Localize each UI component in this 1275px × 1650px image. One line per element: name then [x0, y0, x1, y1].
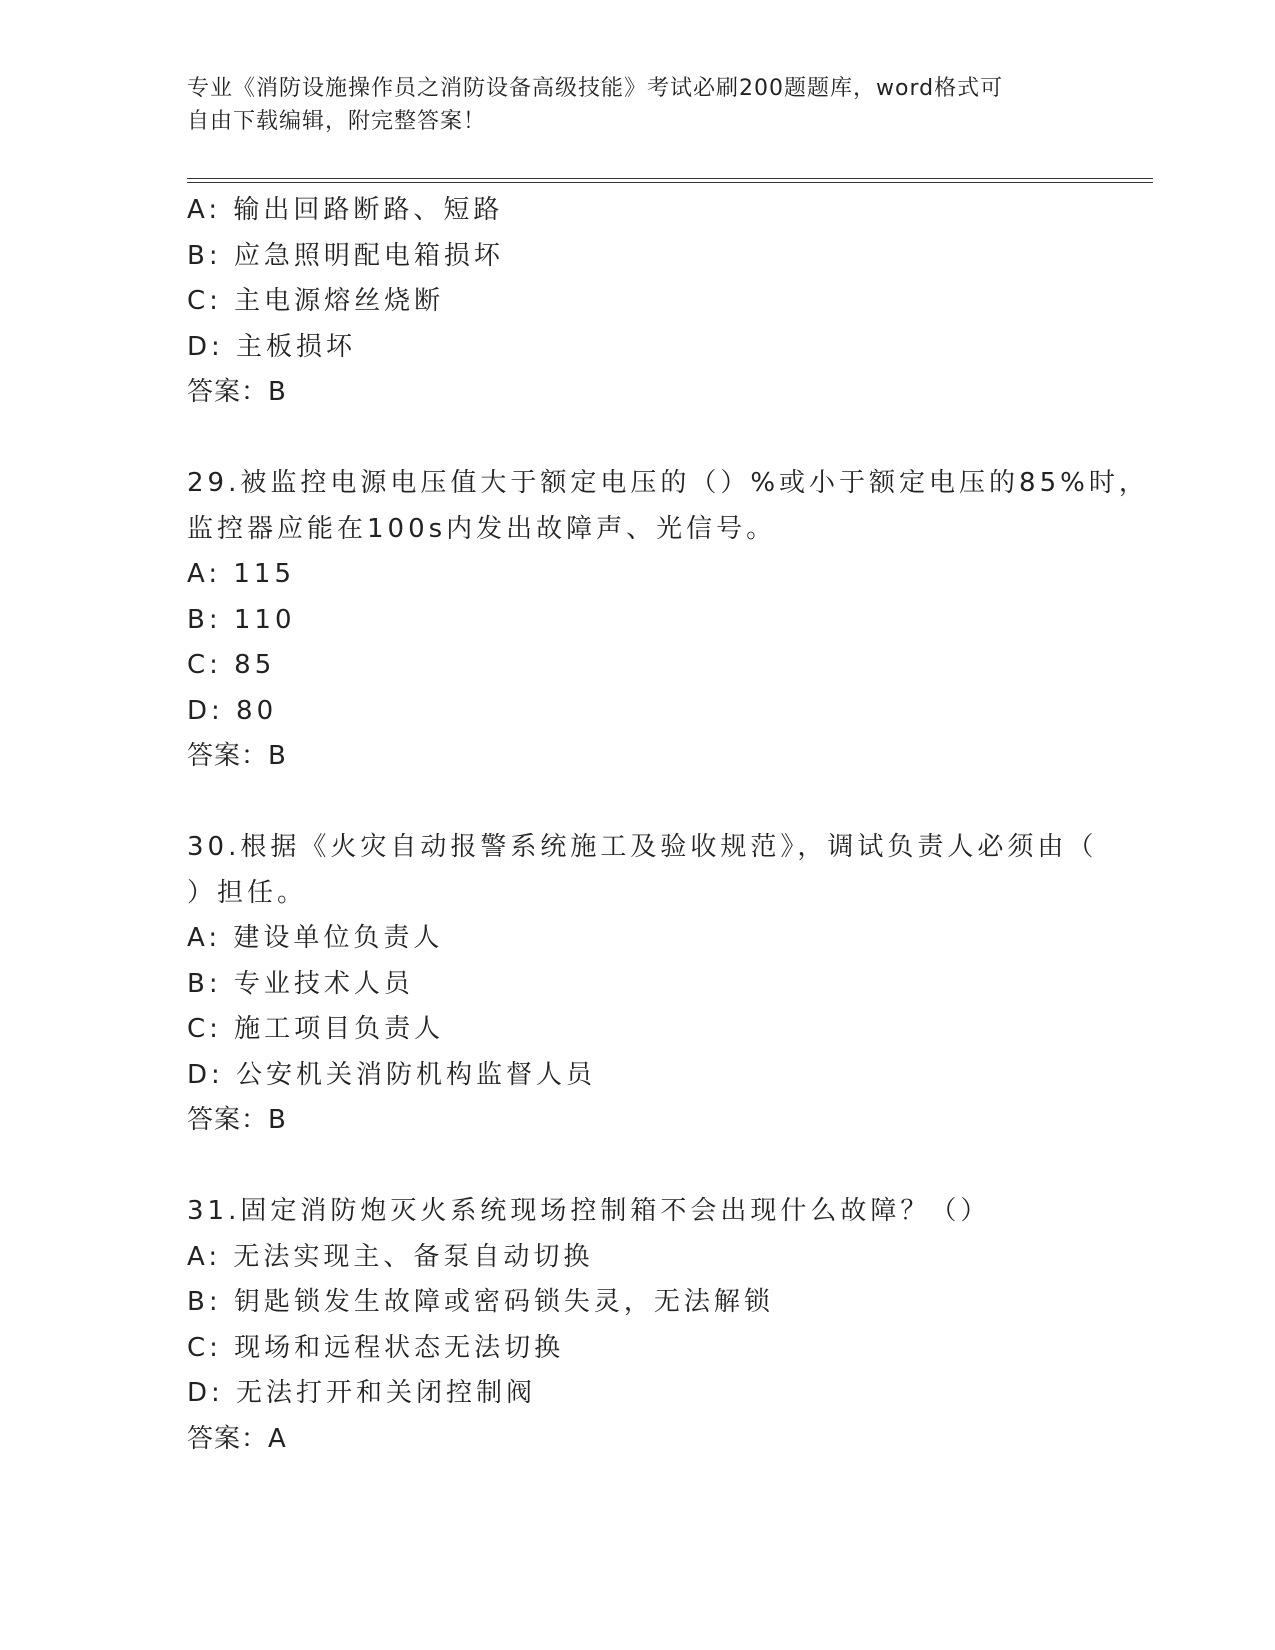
header-divider-bottom	[187, 182, 1153, 183]
question-28-carry-over	[187, 188, 1087, 416]
question-list	[187, 188, 1149, 1462]
question-stem-line: 30.根据《火灾自动报警系统施工及验收规范》，调试负责人必须由（	[187, 832, 1098, 862]
option-c: C: 现场和远程状态无法切换	[187, 1332, 565, 1363]
option-d: D: 公安机关消防机构监督人员	[187, 1059, 597, 1090]
header-line-1: 专业《消防设施操作员之消防设备高级技能》考试必刷200题题库，word格式可	[187, 76, 1004, 101]
option-c: C: 主电源熔丝烧断	[187, 286, 445, 316]
answer: 答案：B	[187, 741, 287, 771]
option-a: A: 115	[187, 559, 295, 589]
option-c: C: 85	[187, 650, 276, 680]
question-stem-line: 监控器应能在100s内发出故障声、光信号。	[187, 513, 777, 544]
option-b: B: 钥匙锁发生故障或密码锁失灵，无法解锁	[187, 1287, 774, 1317]
option-d: D: 80	[187, 695, 278, 726]
question-stem-line: ）担任。	[187, 877, 308, 908]
option-b: B: 专业技术人员	[187, 968, 414, 999]
answer: 答案：B	[187, 377, 287, 407]
option-d: D: 无法打开和关闭控制阀	[187, 1378, 537, 1408]
option-d: D: 主板损坏	[187, 331, 357, 362]
option-a: A: 无法实现主、备泵自动切换	[187, 1241, 594, 1272]
spacer	[187, 780, 1087, 826]
option-b: B: 110	[187, 604, 296, 635]
answer: 答案：B	[187, 1105, 287, 1135]
header-line-2: 自由下载编辑，附完整答案！	[187, 109, 487, 134]
question-30	[187, 825, 1098, 1144]
question-31	[187, 1189, 1087, 1462]
question-29	[187, 461, 1149, 780]
answer: 答案：A	[187, 1423, 287, 1454]
spacer	[187, 416, 1087, 462]
option-a: A: 输出回路断路、短路	[187, 195, 504, 225]
question-stem-line: 31.固定消防炮灭火系统现场控制箱不会出现什么故障？（）	[187, 1196, 991, 1226]
question-stem-line: 29.被监控电源电压值大于额定电压的（）%或小于额定电压的85%时，	[187, 468, 1149, 498]
document-header	[187, 72, 1067, 138]
option-a: A: 建设单位负责人	[187, 923, 444, 953]
header-divider-top	[187, 178, 1153, 179]
spacer	[187, 1144, 1087, 1190]
option-c: C: 施工项目负责人	[187, 1014, 445, 1044]
option-b: B: 应急照明配电箱损坏	[187, 240, 504, 271]
